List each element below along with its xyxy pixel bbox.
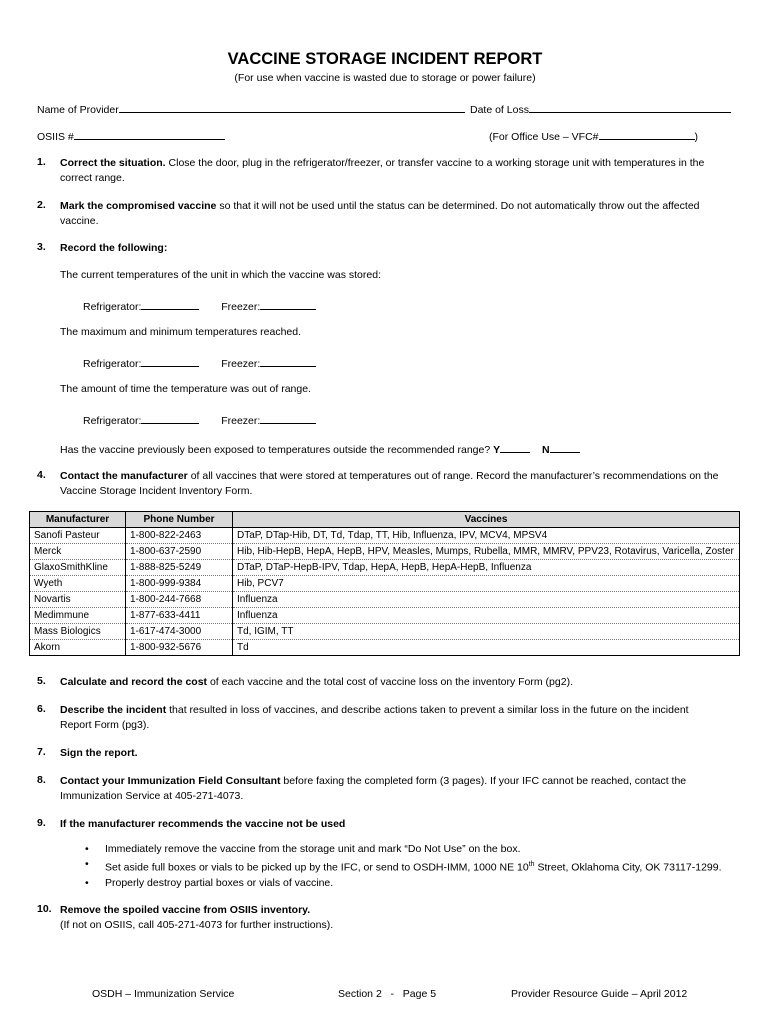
vfc-input-line[interactable]: [599, 128, 695, 140]
manufacturer-cell: Novartis: [30, 592, 126, 608]
footer-left: OSDH – Immunization Service: [92, 988, 235, 1000]
step-2: [60, 199, 720, 229]
list-item: [85, 857, 722, 876]
office-use-field: [489, 128, 698, 143]
step-3-heading-text: Record the following:: [60, 242, 168, 254]
osiis-field: [37, 128, 225, 143]
table-row: [30, 544, 740, 560]
step-2-number: 2.: [37, 199, 46, 211]
page-title: VACCINE STORAGE INCIDENT REPORT: [227, 50, 543, 68]
step-2-text: so that it will not be used until the status can be determined. Do not automatically throw out the affected vaccine.: [60, 200, 700, 227]
refrigerator-label: Refrigerator:: [83, 415, 142, 427]
manufacturer-cell: Akorn: [30, 640, 126, 656]
table-row: [30, 624, 740, 640]
footer-right: Provider Resource Guide – April 2012: [511, 988, 688, 1000]
manufacturer-cell: Mass Biologics: [30, 624, 126, 640]
list-item: [85, 876, 722, 891]
refrigerator-label: Refrigerator:: [83, 358, 142, 370]
step-3-number: 3.: [37, 241, 46, 253]
current-temps-label: The current temperatures of the unit in which the vaccine was stored:: [60, 269, 381, 281]
office-use-label: (For Office Use – VFC#: [489, 131, 599, 143]
step-9: [60, 817, 720, 832]
step-1-heading: Correct the situation.: [60, 157, 166, 169]
no-input-line[interactable]: [550, 441, 580, 453]
table-row: [30, 640, 740, 656]
date-loss-input-line[interactable]: [529, 101, 731, 113]
exposed-question: [60, 441, 580, 456]
provider-field: [37, 101, 465, 116]
current-freezer-input[interactable]: [260, 298, 316, 310]
header-phone: Phone Number: [126, 512, 233, 528]
vaccines-cell: Td, IGIM, TT: [233, 624, 740, 640]
step-1-number: 1.: [37, 156, 46, 168]
step-8-heading: Contact your Immunization Field Consultant: [60, 775, 281, 787]
phone-cell: 1-800-244-7668: [126, 592, 233, 608]
step-2-heading: Mark the compromised vaccine: [60, 200, 217, 212]
step-7-heading: Sign the report.: [60, 747, 138, 759]
bullet-text: Set aside full boxes or vials to be picked up by the IFC, or send to OSDH-IMM, 1000 NE 10: [105, 861, 529, 874]
phone-cell: 1-800-999-9384: [126, 576, 233, 592]
step-1: [60, 156, 720, 186]
no-label: N: [541, 444, 550, 456]
step-5: [60, 675, 720, 690]
step-9-number: 9.: [37, 817, 46, 829]
table-header-row: [30, 512, 740, 528]
step-4-heading: Contact the manufacturer: [60, 470, 188, 482]
bullet-text: Properly destroy partial boxes or vials of vaccine.: [105, 876, 334, 889]
date-loss-label: Date of Loss: [470, 104, 529, 116]
step-9-heading: If the manufacturer recommends the vaccine not be used: [60, 818, 346, 830]
maxmin-refrigerator-input[interactable]: [141, 355, 199, 367]
header-vaccines: Vaccines: [233, 512, 740, 528]
freezer-label: Freezer:: [221, 415, 261, 427]
step-10-number: 10.: [37, 903, 52, 915]
manufacturer-cell: Wyeth: [30, 576, 126, 592]
step-7-number: 7.: [37, 746, 46, 758]
step-9-bullet-list: [85, 842, 722, 891]
freezer-label: Freezer:: [221, 301, 261, 313]
step-6-heading: Describe the incident: [60, 704, 167, 716]
phone-cell: 1-800-932-5676: [126, 640, 233, 656]
step-7: [60, 746, 720, 761]
manufacturer-cell: Sanofi Pasteur: [30, 528, 126, 544]
time-freezer-input[interactable]: [260, 412, 316, 424]
vaccines-cell: Hib, Hib-HepB, HepA, HepB, HPV, Measles, Mumps, Rubella, MMR, MMRV, PPV23, Rotavirus, Varicella, Zoster: [233, 544, 740, 560]
step-10-text: (If not on OSIIS, call 405-271-4073 for further instructions).: [60, 919, 334, 931]
phone-cell: 1-877-633-4411: [126, 608, 233, 624]
table-row: [30, 560, 740, 576]
osiis-input-line[interactable]: [74, 128, 225, 140]
current-temps-row: [83, 298, 316, 313]
yes-input-line[interactable]: [500, 441, 530, 453]
maxmin-temps-row: [83, 355, 316, 370]
vaccines-cell: Influenza: [233, 592, 740, 608]
header-manufacturer: Manufacturer: [30, 512, 126, 528]
vaccines-cell: DTaP, DTaP-HepB-IPV, Tdap, HepA, HepB, HepA-HepB, Influenza: [233, 560, 740, 576]
manufacturer-cell: GlaxoSmithKline: [30, 560, 126, 576]
vaccines-cell: DTaP, DTap-Hib, DT, Td, Tdap, TT, Hib, Influenza, IPV, MCV4, MPSV4: [233, 528, 740, 544]
maxmin-freezer-input[interactable]: [260, 355, 316, 367]
time-refrigerator-input[interactable]: [141, 412, 199, 424]
maxmin-temps-label: The maximum and minimum temperatures reached.: [60, 326, 302, 338]
step-10-heading: Remove the spoiled vaccine from OSIIS inventory.: [60, 904, 311, 916]
manufacturer-table: [29, 511, 740, 656]
current-refrigerator-input[interactable]: [141, 298, 199, 310]
bullet-icon: •: [85, 876, 89, 889]
step-3-heading: [60, 241, 720, 256]
refrigerator-label: Refrigerator:: [83, 301, 142, 313]
step-4: [60, 469, 720, 499]
step-4-text: of all vaccines that were stored at temperatures out of range. Record the manufacturer’s recommendations on the Vaccine Storage Incident Inventory Form.: [60, 470, 719, 497]
table-row: [30, 608, 740, 624]
phone-cell: 1-617-474-3000: [126, 624, 233, 640]
vaccines-cell: Influenza: [233, 608, 740, 624]
manufacturer-cell: Merck: [30, 544, 126, 560]
bullet-text-end: Street, Oklahoma City, OK 73117-1299.: [534, 861, 722, 874]
bullet-text: Immediately remove the vaccine from the storage unit and mark “Do Not Use” on the box.: [105, 843, 521, 855]
bullet-icon: •: [85, 858, 89, 870]
date-loss-field: [470, 101, 731, 116]
step-10: [60, 903, 720, 933]
step-6: [60, 703, 720, 733]
vaccines-cell: Td: [233, 640, 740, 656]
step-4-number: 4.: [37, 469, 46, 481]
page-subtitle: (For use when vaccine is wasted due to storage or power failure): [234, 72, 536, 84]
step-6-number: 6.: [37, 703, 46, 715]
step-8-text: before faxing the completed form (3 pages). If your IFC cannot be reached, contact the Immunization Service at 405-271-4073.: [60, 775, 687, 802]
provider-input-line[interactable]: [119, 101, 465, 113]
list-item: [85, 842, 722, 857]
step-5-number: 5.: [37, 675, 46, 687]
vaccines-cell: Hib, PCV7: [233, 576, 740, 592]
step-5-heading: Calculate and record the cost: [60, 676, 208, 688]
osiis-label: OSIIS #: [37, 131, 74, 143]
provider-label: Name of Provider: [37, 104, 119, 116]
freezer-label: Freezer:: [221, 358, 261, 370]
time-out-of-range-row: [83, 412, 316, 427]
table-row: [30, 576, 740, 592]
manufacturer-cell: Medimmune: [30, 608, 126, 624]
phone-cell: 1-888-825-5249: [126, 560, 233, 576]
step-1-text: Close the door, plug in the refrigerator/freezer, or transfer vaccine to a working storage unit with temperatures in the correct range.: [60, 157, 705, 184]
bullet-icon: •: [85, 843, 89, 855]
table-row: [30, 528, 740, 544]
step-6-text: that resulted in loss of vaccines, and describe actions taken to prevent a similar loss in the future on the incident Report Form (pg3).: [60, 704, 689, 731]
bullet-superscript: th: [528, 861, 535, 868]
step-8: [60, 774, 720, 804]
office-use-close: ): [694, 131, 699, 143]
step-8-number: 8.: [37, 774, 46, 786]
phone-cell: 1-800-637-2590: [126, 544, 233, 560]
time-out-of-range-label: The amount of time the temperature was out of range.: [60, 383, 311, 395]
exposed-question-text: Has the vaccine previously been exposed to temperatures outside the recommended range?: [60, 444, 491, 456]
yes-label: Y: [493, 444, 501, 456]
footer-page: Section 2 - Page 5: [338, 988, 437, 1000]
table-row: [30, 592, 740, 608]
phone-cell: 1-800-822-2463: [126, 528, 233, 544]
step-5-text: of each vaccine and the total cost of vaccine loss on the inventory Form (pg2).: [207, 676, 573, 688]
